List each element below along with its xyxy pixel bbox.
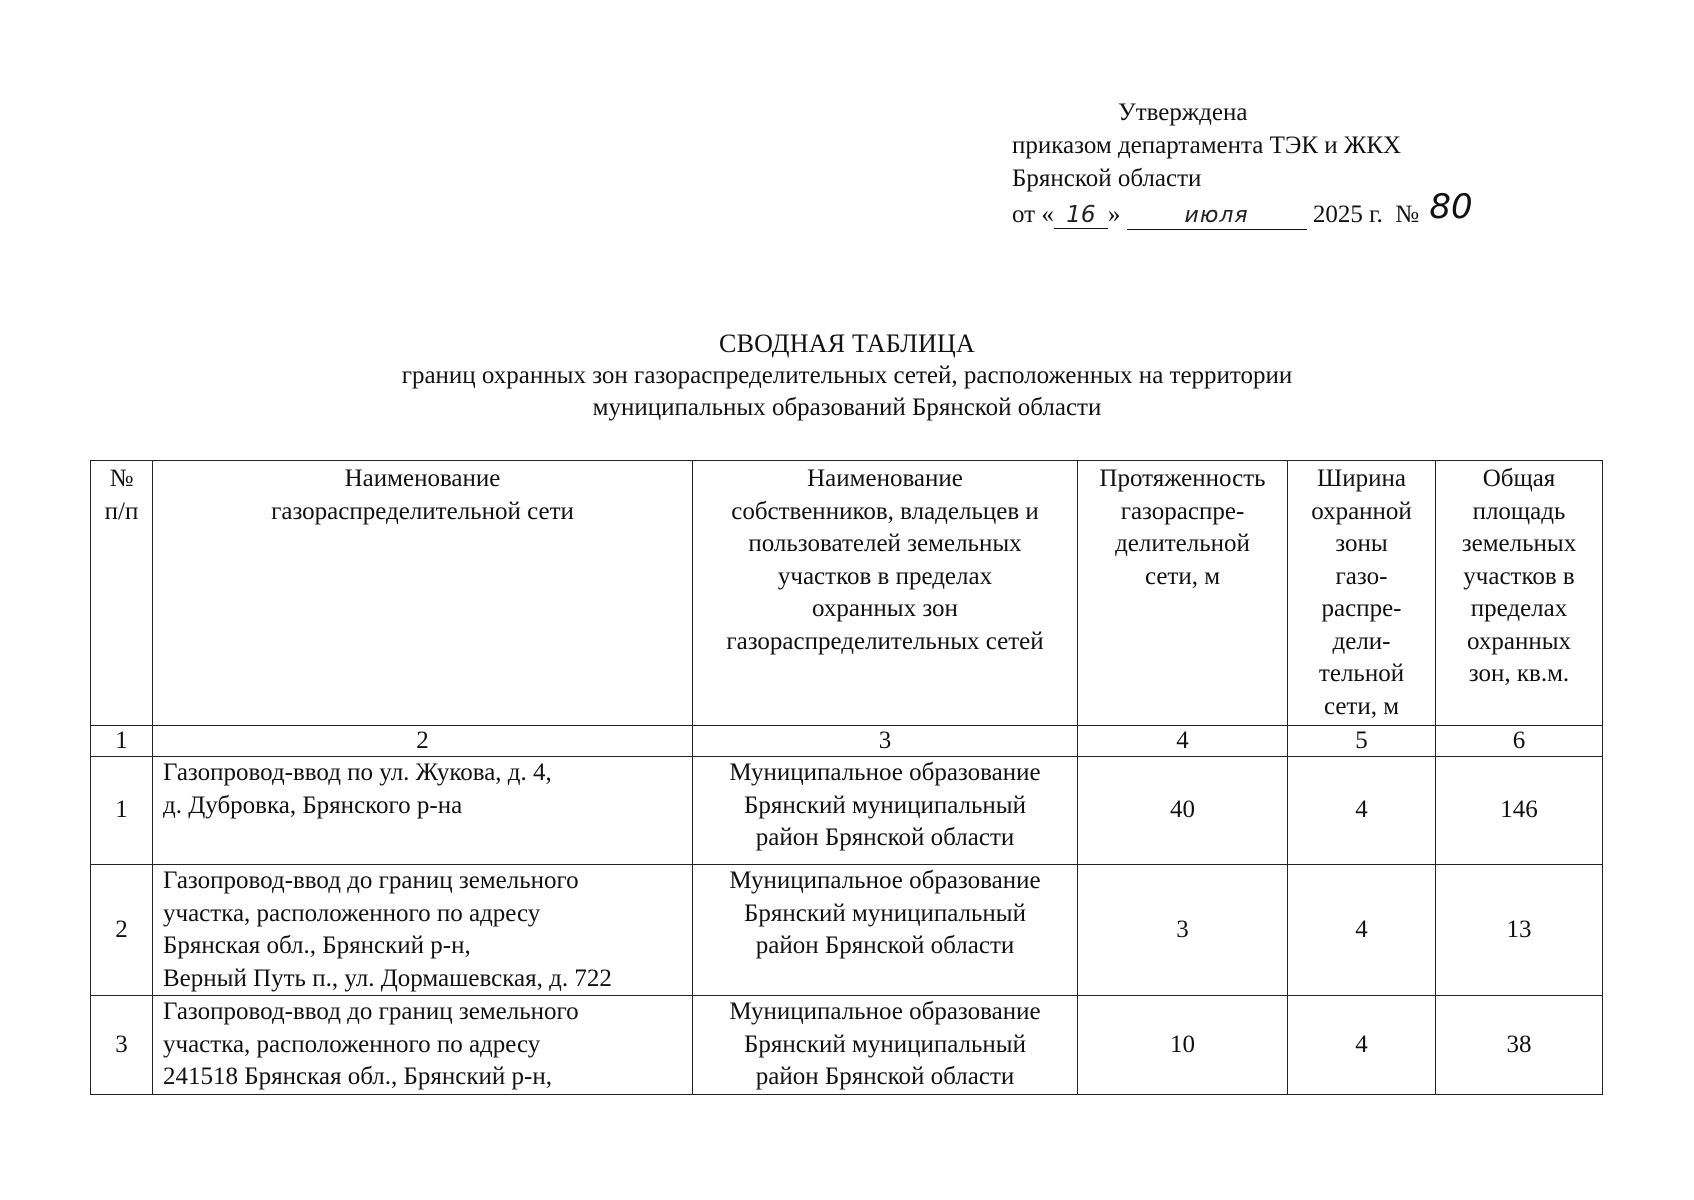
summary-table xyxy=(90,460,1603,1095)
approval-block xyxy=(1012,96,1572,231)
row-network-name: Газопровод-ввод до границ земельного участка, расположенного по адресу Брянская обл., Брянский р-н, Верный Путь п., ул. Дормашевская, д. 722 xyxy=(153,865,693,996)
date-quote-close: » xyxy=(1107,201,1121,228)
column-number: 4 xyxy=(1078,726,1288,757)
row-length: 10 xyxy=(1078,996,1288,1095)
column-number-row xyxy=(91,726,1603,757)
table-header-row xyxy=(91,461,1603,726)
document-title: СВОДНАЯ ТАБЛИЦА xyxy=(719,329,975,358)
row-total-area: 13 xyxy=(1436,865,1603,996)
approval-date-line xyxy=(1012,187,1572,231)
table-row xyxy=(91,865,1603,996)
row-network-name: Газопровод-ввод по ул. Жукова, д. 4, д. Дубровка, Брянского р-на xyxy=(153,757,693,865)
column-number: 3 xyxy=(693,726,1078,757)
row-length: 3 xyxy=(1078,865,1288,996)
column-number: 6 xyxy=(1436,726,1603,757)
row-number: 1 xyxy=(91,757,153,865)
approval-heading: Утверждена xyxy=(1118,99,1248,126)
row-zone-width: 4 xyxy=(1288,996,1436,1095)
header-total-area: Общая площадь земельных участков в пределах охранных зон, кв.м. xyxy=(1436,461,1603,726)
date-prefix: от « xyxy=(1012,201,1054,228)
approval-region-line: Брянской области xyxy=(1012,165,1202,192)
column-number: 5 xyxy=(1288,726,1436,757)
row-network-name: Газопровод-ввод до границ земельного участка, расположенного по адресу 241518 Брянская обл., Брянский р-н, xyxy=(153,996,693,1095)
header-network-name: Наименование газораспределительной сети xyxy=(153,461,693,726)
header-zone-width: Ширина охранной зоны газо- распре- дели- тельной сети, м xyxy=(1288,461,1436,726)
header-number: № п/п xyxy=(91,461,153,726)
number-sign: № xyxy=(1395,201,1420,228)
handwritten-day: 16 xyxy=(1054,202,1108,229)
row-owner: Муниципальное образование Брянский муниципальный район Брянской области xyxy=(693,757,1078,865)
row-zone-width: 4 xyxy=(1288,865,1436,996)
row-total-area: 38 xyxy=(1436,996,1603,1095)
header-length: Протяженность газораспре- делительной сети, м xyxy=(1078,461,1288,726)
row-owner: Муниципальное образование Брянский муниципальный район Брянской области xyxy=(693,865,1078,996)
table-row xyxy=(91,757,1603,865)
document-subtitle-line2: муниципальных образований Брянской области xyxy=(592,394,1102,421)
handwritten-month: июля xyxy=(1127,203,1307,230)
row-length: 40 xyxy=(1078,757,1288,865)
column-number: 1 xyxy=(91,726,153,757)
document-subtitle-line1: границ охранных зон газораспределительных сетей, расположенных на территории xyxy=(401,362,1293,389)
header-owners: Наименование собственников, владельцев и пользователей земельных участков в пределах охранных зон газораспределительных сетей xyxy=(693,461,1078,726)
document-title-block xyxy=(0,328,1694,424)
row-owner: Муниципальное образование Брянский муниципальный район Брянской области xyxy=(693,996,1078,1095)
column-number: 2 xyxy=(153,726,693,757)
approval-order-line: приказом департамента ТЭК и ЖКХ xyxy=(1012,132,1402,159)
row-zone-width: 4 xyxy=(1288,757,1436,865)
row-total-area: 146 xyxy=(1436,757,1603,865)
row-number: 3 xyxy=(91,996,153,1095)
row-number: 2 xyxy=(91,865,153,996)
handwritten-order-number: 80 xyxy=(1429,187,1473,227)
table-row xyxy=(91,996,1603,1095)
date-year: 2025 г. xyxy=(1312,201,1383,228)
